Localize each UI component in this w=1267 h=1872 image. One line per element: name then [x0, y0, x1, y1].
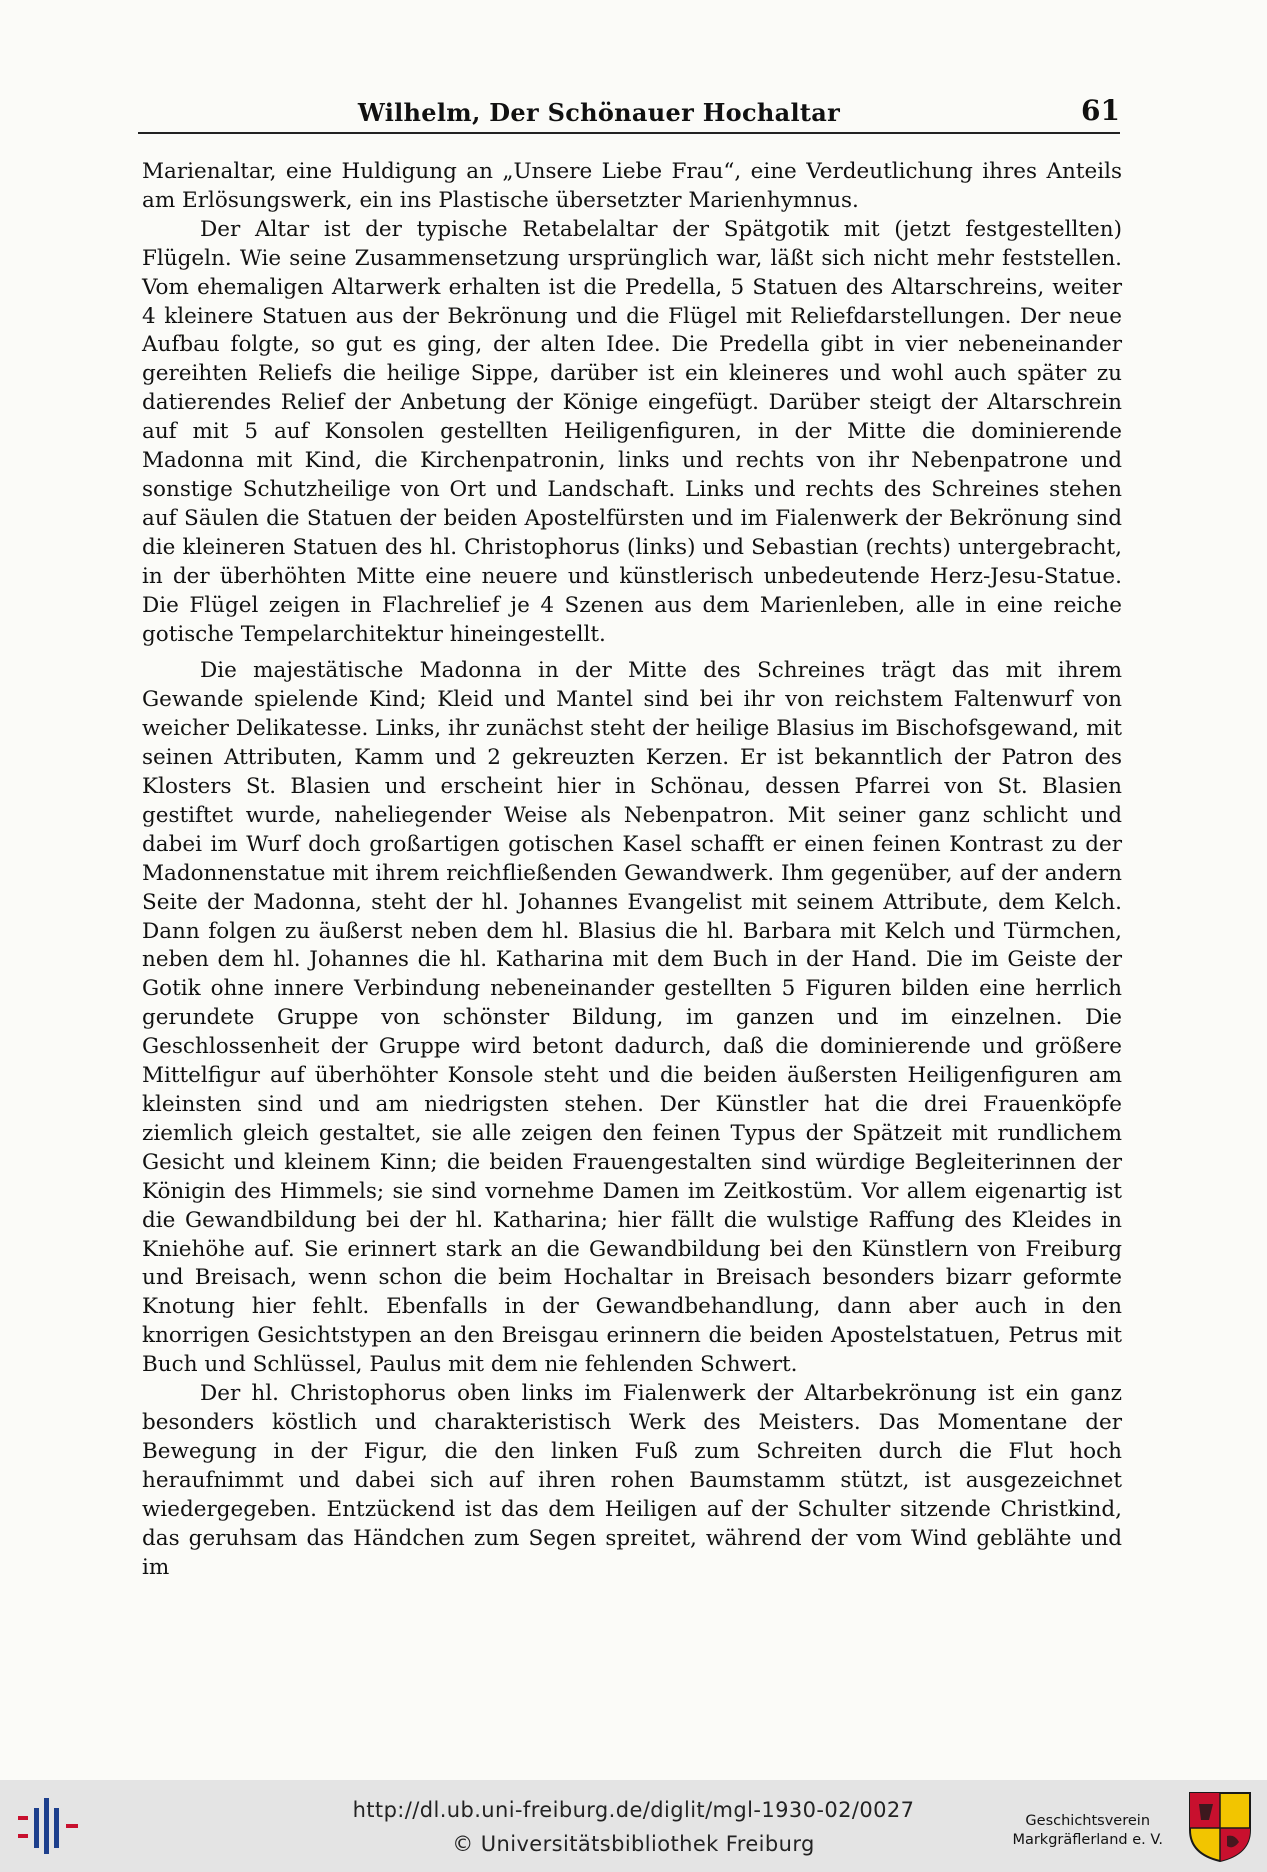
paragraph: Der Altar ist der typische Retabelaltar der Spätgotik mit (jetzt festgestellten) Flügeln. Wie seine Zusammensetzung ursprünglich war, läßt sich nicht mehr feststellen. Vom ehemaligen Altarwerk erhalten ist die Predella, 5 Statuen des Altarschreins, weiter 4 kleinere Statuen aus der Bekrönung und die Flügel mit Reliefdarstellungen. Der neue Aufbau folgte, so gut es ging, der alten Idee. Die Predella gibt in vier nebeneinander gereihten Reliefs die heilige Sippe, darüber ist ein kleineres und wohl auch später zu datierendes Relief der Anbetung der Könige eingefügt. Darüber steigt der Altarschrein auf mit 5 auf Konsolen gestellten Heiligenfiguren, in der Mitte die dominierende Madonna mit Kind, die Kirchenpatronin, links und rechts von ihr Nebenpatrone und sonstige Schutzheilige von Ort und Landschaft. Links und rechts des Schreines stehen auf Säulen die Statuen der beiden Apostelfürsten und im Fialenwerk der Bekrönung sind die kleineren Statuen des hl. Christophorus (links) und Sebastian (rechts) untergebracht, in der überhöhten Mitte eine neuere und künstlerisch unbedeutende Herz-Jesu-Statue. Die Flügel zeigen in Flachrelief je 4 Szenen aus dem Marienleben, alle in eine reiche gotische Tempelarchitektur hineingestellt.	[142, 216, 1122, 647]
society-line: Geschichtsverein	[1025, 1813, 1151, 1829]
paragraph: Der hl. Christophorus oben links im Fialenwerk der Altarbekrönung ist ein ganz besonders köstlich und charakteristisch Werk des Meisters. Das Momentane der Bewegung in der Figur, die den linken Fuß zum Schreiten durch die Flut hoch heraufnimmt und dabei sich auf ihren rohen Baumstamm stützt, ist ausgezeichnet wiedergegeben. Entzückend ist das dem Heiligen auf der Schulter sitzende Christkind, das geruhsam das Händchen zum Segen spreitet, während der vom Wind geblähte und im	[142, 1381, 1122, 1580]
society-line: Markgräflerland e. V.	[1012, 1832, 1163, 1848]
society-name	[1012, 1812, 1163, 1850]
document-url-link[interactable]: http://dl.ub.uni-freiburg.de/diglit/mgl-1930-02/0027	[352, 1798, 915, 1822]
running-title: Wilhelm, Der Schönauer Hochaltar	[357, 98, 841, 127]
body-text	[142, 158, 1122, 1582]
paragraph: Die majestätische Madonna in der Mitte des Schreines trägt das mit ihrem Gewande spielende Kind; Kleid und Mantel sind bei ihr von reichstem Faltenwurf von weicher Delikatesse. Links, ihr zunächst steht der heilige Blasius im Bischofsgewand, mit seinen Attributen, Kamm und 2 gekreuzten Kerzen. Er ist bekanntlich der Patron des Klosters St. Blasien und erscheint hier in Schönau, dessen Pfarrei von St. Blasien gestiftet wurde, naheliegender Weise als Nebenpatron. Mit seiner ganz schlicht und dabei im Wurf doch großartigen gotischen Kasel schafft er einen feinen Kontrast zu der Madonnenstatue mit ihrem reichfließenden Gewandwerk. Ihm gegenüber, auf der andern Seite der Madonna, steht der hl. Johannes Evangelist mit seinem Attribute, dem Kelch. Dann folgen zu äußerst neben dem hl. Blasius die hl. Barbara mit Kelch und Türmchen, neben dem hl. Johannes die hl. Katharina mit dem Buch in der Hand. Die im Geiste der Gotik ohne innere Verbindung nebeneinander gestellten 5 Figuren bilden eine herrlich gerundete Gruppe von schönster Bildung, im ganzen und im einzelnen. Die Geschlossenheit der Gruppe wird betont dadurch, daß die dominierende und größere Mittelfigur auf überhöhter Konsole steht und die beiden äußersten Heiligenfiguren am kleinsten sind und am niedrigsten stehen. Der Künstler hat die drei Frauenköpfe ziemlich gleich gestaltet, sie alle zeigen den feinen Typus der Spätzeit mit rundlichem Gesicht und kleinem Kinn; die beiden Frauengestalten sind würdige Begleiterinnen der Königin des Himmels; sie sind vornehme Damen im Zeitkostüm. Vor allem eigenartig ist die Gewandbildung bei der hl. Katharina; hier fällt die wulstige Raffung des Kleides in Kniehöhe auf. Sie erinnert stark an die Gewandbildung bei den Künstlern von Freiburg und Breisach, wenn schon die beim Hochaltar in Breisach besonders bizarr geformte Knotung hier fehlt. Ebenfalls in der Gewandbehandlung, dann aber auch in den knorrigen Gesichtstypen an den Breisgau erinnern die beiden Apostelstatuen, Petrus mit Buch und Schlüssel, Paulus mit dem nie fehlenden Schwert.	[142, 658, 1122, 1378]
viewer-footer	[0, 1780, 1267, 1872]
copyright-notice: © Universitätsbibliothek Freiburg	[452, 1832, 815, 1856]
page-number: 61	[1081, 94, 1120, 127]
running-header	[138, 92, 1120, 134]
coat-of-arms-icon	[1187, 1790, 1253, 1864]
paragraph: Marienaltar, eine Huldigung an „Unsere Liebe Frau“, eine Verdeutlichung ihres Anteils am Erlösungswerk, ein ins Plastische übersetzter Marienhymnus.	[142, 159, 1122, 213]
